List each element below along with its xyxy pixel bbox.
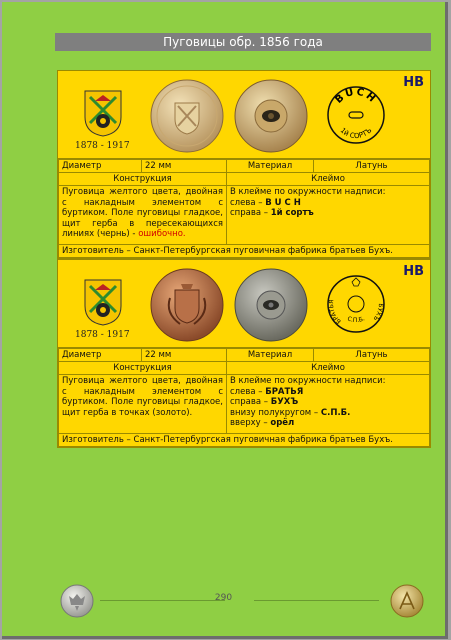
specs-table <box>58 159 430 258</box>
button-card-2 <box>57 259 431 448</box>
button-card-1 <box>57 70 431 259</box>
rarity-badge: НВ <box>403 75 424 90</box>
material-label: Материал <box>227 160 314 173</box>
description-error-note: ошибочно. <box>138 229 186 239</box>
page-title: Пуговицы обр. 1856 года <box>55 33 431 51</box>
stamp-bottom-text: 1й СОРТЪ <box>338 126 374 141</box>
stamp-top-text: BUCH <box>333 86 379 106</box>
mark-line-value: орёл <box>270 418 295 428</box>
material-label: Материал <box>227 349 314 362</box>
stamp-left-text: БРАТЬЯ <box>327 299 343 325</box>
diameter-label: Диаметр <box>59 349 142 362</box>
mark-line-label: слева – <box>230 386 266 397</box>
material-value: Латунь <box>314 160 430 173</box>
rarity-badge: НВ <box>403 264 424 279</box>
maker-line: Изготовитель – Санкт-Петербургская пуговичная фабрика братьев Бухъ. <box>59 434 430 447</box>
coat-of-arms-icon <box>82 278 124 326</box>
material-value: Латунь <box>314 349 430 362</box>
mark-line-label: внизу полукругом – <box>230 407 321 418</box>
mark-description <box>227 375 430 434</box>
button-front-photo <box>150 268 224 342</box>
coat-of-arms-icon <box>82 89 124 137</box>
construction-header: Конструкция <box>59 173 227 186</box>
construction-description <box>59 186 227 245</box>
mark-line-label: справа – <box>230 208 271 218</box>
construction-description <box>59 375 227 434</box>
page <box>2 2 448 639</box>
mark-line-label: слева – <box>230 197 266 208</box>
description-text: Пуговица желтого цвета, двойная с накладным элементом с буртиком. Поле пуговицы гладкое, щит герба в точках (золото). <box>62 376 223 418</box>
diameter-value: 22 мм <box>142 349 227 362</box>
description-text: Пуговица желтого цвета, двойная с накладным элементом с буртиком. Поле пуговицы гладкое, щит герба в пересекающихся линиях (чернь) - <box>62 187 223 239</box>
mark-line <box>230 208 426 219</box>
button-front-photo <box>150 79 224 153</box>
mark-intro: В клейме по окружности надписи: <box>230 187 386 197</box>
stamp-right-text: БУХЪ <box>371 303 385 322</box>
mark-line <box>230 418 426 429</box>
mark-line-value: БРАТЬЯ <box>265 386 304 397</box>
mark-line-label: справа – <box>230 397 271 407</box>
maker-mark-stamp <box>326 85 386 145</box>
button-back-photo <box>234 79 308 153</box>
mark-line-value: B U C H <box>265 197 301 208</box>
mark-line-value: 1й сортъ <box>270 208 314 218</box>
mark-line <box>230 387 426 398</box>
monogram-coin-icon <box>390 584 424 618</box>
mark-line-label: вверху – <box>230 418 271 428</box>
years-label: 1878 - 1917 <box>75 141 130 151</box>
page-number: 290 <box>214 593 233 603</box>
mark-header: Клеймо <box>227 173 430 186</box>
photo-row <box>58 71 430 159</box>
years-label: 1878 - 1917 <box>75 330 130 340</box>
mark-line-value: БУХЪ <box>270 397 299 407</box>
construction-header: Конструкция <box>59 362 227 375</box>
mark-description <box>227 186 430 245</box>
mark-line <box>230 198 426 209</box>
diameter-label: Диаметр <box>59 160 142 173</box>
maker-line: Изготовитель – Санкт-Петербургская пуговичная фабрика братьев Бухъ. <box>59 245 430 258</box>
specs-table <box>58 348 430 447</box>
diameter-value: 22 мм <box>142 160 227 173</box>
mark-line <box>230 397 426 408</box>
stamp-bottom-text: С.П.Б. <box>346 315 366 325</box>
button-back-photo <box>234 268 308 342</box>
photo-row <box>58 260 430 348</box>
mark-line <box>230 408 426 419</box>
footer-rule-right <box>254 600 379 601</box>
mark-line-value: С.П.Б. <box>320 407 351 418</box>
mark-header: Клеймо <box>227 362 430 375</box>
maker-mark-stamp <box>326 274 386 334</box>
mark-intro: В клейме по окружности надписи: <box>230 376 386 386</box>
